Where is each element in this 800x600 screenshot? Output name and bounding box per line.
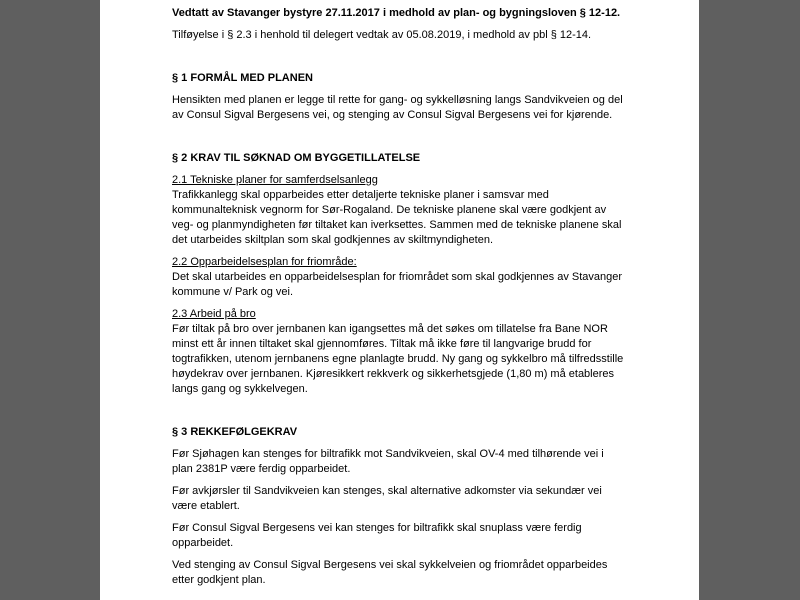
subsection-2-1-title: 2.1 Tekniske planer for samferdselsanlegg — [172, 174, 378, 186]
amendment-statement: Tilføyelse i § 2.3 i henhold til delegert vedtak av 05.08.2019, i medhold av pbl § 12-14. — [172, 29, 592, 41]
section-1-text: Hensikten med planen er legge til rette for gang- og sykkelløsning langs Sandvikveien og del av Consul Sigval Bergesens vei, og stenging av Consul Sigval Bergesens vei for kjørende. — [172, 94, 623, 121]
subsection-2-1-text: Trafikkanlegg skal opparbeides etter detaljerte tekniske planer i samsvar med kommunalteknisk vegnorm for Sør-Rogaland. De tekniske planene skal være godkjent av veg- og planmyndigheten før tiltaket kan iverksettes. Sammen med de tekniske planene skal det utarbeides skiltplan som skal godkjennes av skiltmyndigheten. — [172, 189, 622, 246]
section-3-paragraph-2: Før avkjørsler til Sandvikveien kan stenges, skal alternative adkomster via sekundær vei være etablert. — [172, 485, 602, 512]
section-1-heading: § 1 FORMÅL MED PLANEN — [172, 72, 313, 84]
adoption-statement: Vedtatt av Stavanger bystyre 27.11.2017 i medhold av plan- og bygningsloven § 12-12. — [172, 7, 621, 19]
section-2-heading: § 2 KRAV TIL SØKNAD OM BYGGETILLATELSE — [172, 152, 421, 164]
section-3-heading: § 3 REKKEFØLGEKRAV — [172, 426, 298, 438]
subsection-2-3-text: Før tiltak på bro over jernbanen kan igangsettes må det søkes om tillatelse fra Bane NOR minst ett år innen tiltaket skal gjennomføres. Tiltak må ikke føre til langvarige brudd for togtrafikken, utenom jernbanens egne planlagte brudd. Ny gang og sykkelbro må tilfredsstille høydekrav over jernbanen. Kjøresikkert rekkverk og sikkerhetsgjede (1,80 m) må etableres langs gang og sykkelvegen. — [172, 323, 624, 395]
subsection-2-2-title: 2.2 Opparbeidelsesplan for friområde: — [172, 256, 357, 268]
document-content — [172, 6, 642, 588]
section-3-paragraph-1: Før Sjøhagen kan stenges for biltrafikk mot Sandvikveien, skal OV-4 med tilhørende vei i plan 2381P være ferdig opparbeidet. — [172, 448, 604, 475]
section-3-paragraph-4: Ved stenging av Consul Sigval Bergesens vei skal sykkelveien og friområdet opparbeides etter godkjent plan. — [172, 559, 608, 586]
section-3-paragraph-3: Før Consul Sigval Bergesens vei kan stenges for biltrafikk skal snuplass være ferdig opparbeidet. — [172, 522, 582, 549]
document-page — [100, 0, 699, 600]
subsection-2-2-text: Det skal utarbeides en opparbeidelsesplan for friområdet som skal godkjennes av Stavanger kommune v/ Park og vei. — [172, 271, 623, 298]
subsection-2-3-title: 2.3 Arbeid på bro — [172, 308, 256, 320]
